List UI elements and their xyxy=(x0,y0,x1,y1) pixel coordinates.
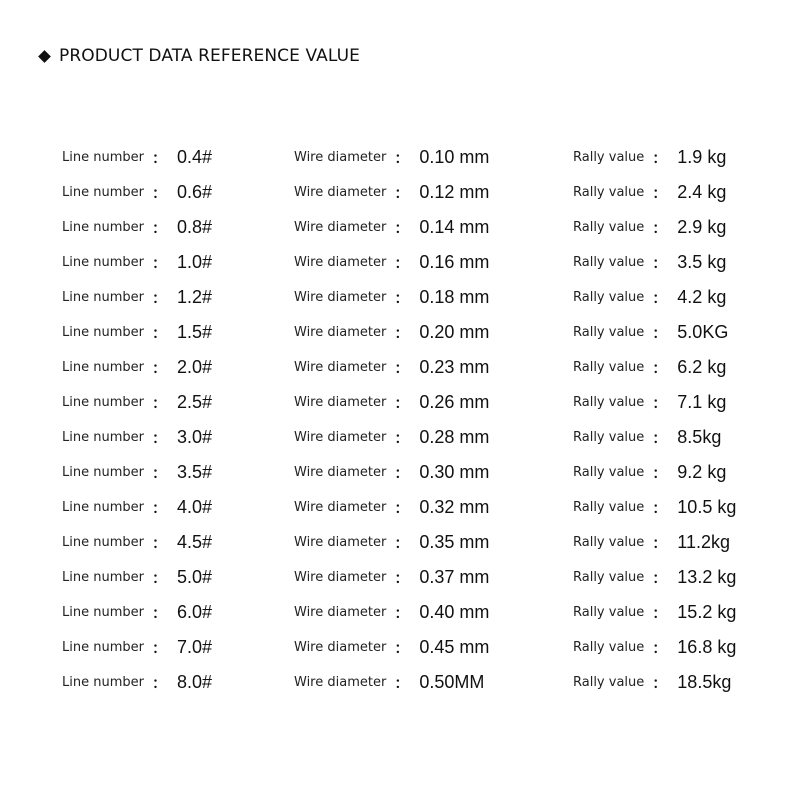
colon-separator: ： xyxy=(151,674,167,692)
line-number-cell xyxy=(62,490,212,525)
line-number-value: 2.5# xyxy=(176,392,213,412)
table-row xyxy=(0,245,800,280)
wire-diameter-label: Wire diameter xyxy=(294,465,387,480)
rally-value-cell xyxy=(573,175,726,210)
wire-diameter-label: Wire diameter xyxy=(294,150,387,165)
colon-separator: ： xyxy=(151,499,167,517)
rally-value-label: Rally value xyxy=(573,675,645,690)
wire-diameter-cell xyxy=(294,350,489,385)
wire-diameter-label: Wire diameter xyxy=(294,640,387,655)
wire-diameter-label: Wire diameter xyxy=(294,360,387,375)
rally-value-cell xyxy=(573,385,726,420)
wire-diameter-cell xyxy=(294,315,489,350)
wire-diameter-label: Wire diameter xyxy=(294,605,387,620)
rally-value-label: Rally value xyxy=(573,290,645,305)
colon-separator: ： xyxy=(394,429,410,447)
colon-separator: ： xyxy=(652,219,668,237)
line-number-label: Line number xyxy=(62,465,144,480)
colon-separator: ： xyxy=(652,254,668,272)
colon-separator: ： xyxy=(151,534,167,552)
rally-value-label: Rally value xyxy=(573,570,645,585)
reference-table xyxy=(0,140,800,700)
rally-value-cell xyxy=(573,210,726,245)
wire-diameter-value: 0.32 mm xyxy=(419,497,490,517)
wire-diameter-label: Wire diameter xyxy=(294,185,387,200)
rally-value-cell xyxy=(573,490,736,525)
colon-separator: ： xyxy=(394,464,410,482)
rally-value-value: 2.9 kg xyxy=(677,217,727,237)
line-number-label: Line number xyxy=(62,640,144,655)
wire-diameter-label: Wire diameter xyxy=(294,570,387,585)
rally-value-value: 2.4 kg xyxy=(677,182,727,202)
table-row xyxy=(0,525,800,560)
rally-value-cell xyxy=(573,350,726,385)
line-number-value: 8.0# xyxy=(176,672,213,692)
table-row xyxy=(0,490,800,525)
wire-diameter-value: 0.20 mm xyxy=(419,322,490,342)
colon-separator: ： xyxy=(151,254,167,272)
rally-value-label: Rally value xyxy=(573,255,645,270)
wire-diameter-value: 0.35 mm xyxy=(419,532,490,552)
wire-diameter-value: 0.40 mm xyxy=(419,602,490,622)
line-number-value: 3.0# xyxy=(176,427,213,447)
colon-separator: ： xyxy=(394,219,410,237)
wire-diameter-cell xyxy=(294,175,489,210)
rally-value-label: Rally value xyxy=(573,430,645,445)
line-number-label: Line number xyxy=(62,675,144,690)
wire-diameter-cell xyxy=(294,595,489,630)
line-number-cell xyxy=(62,140,212,175)
colon-separator: ： xyxy=(394,674,410,692)
rally-value-cell xyxy=(573,525,730,560)
line-number-label: Line number xyxy=(62,500,144,515)
wire-diameter-label: Wire diameter xyxy=(294,325,387,340)
wire-diameter-value: 0.16 mm xyxy=(419,252,490,272)
colon-separator: ： xyxy=(394,254,410,272)
colon-separator: ： xyxy=(151,429,167,447)
line-number-cell xyxy=(62,560,212,595)
colon-separator: ： xyxy=(151,324,167,342)
rally-value-label: Rally value xyxy=(573,605,645,620)
wire-diameter-label: Wire diameter xyxy=(294,430,387,445)
colon-separator: ： xyxy=(394,394,410,412)
rally-value-value: 5.0KG xyxy=(677,322,729,342)
wire-diameter-value: 0.26 mm xyxy=(419,392,490,412)
table-row xyxy=(0,315,800,350)
line-number-label: Line number xyxy=(62,535,144,550)
colon-separator: ： xyxy=(151,359,167,377)
line-number-label: Line number xyxy=(62,360,144,375)
wire-diameter-value: 0.12 mm xyxy=(419,182,490,202)
rally-value-label: Rally value xyxy=(573,360,645,375)
rally-value-cell xyxy=(573,455,726,490)
colon-separator: ： xyxy=(394,499,410,517)
line-number-value: 4.5# xyxy=(176,532,213,552)
colon-separator: ： xyxy=(652,604,668,622)
wire-diameter-cell xyxy=(294,490,489,525)
wire-diameter-label: Wire diameter xyxy=(294,395,387,410)
colon-separator: ： xyxy=(394,324,410,342)
colon-separator: ： xyxy=(652,324,668,342)
rally-value-value: 9.2 kg xyxy=(677,462,727,482)
wire-diameter-value: 0.14 mm xyxy=(419,217,490,237)
line-number-value: 0.8# xyxy=(176,217,213,237)
colon-separator: ： xyxy=(151,639,167,657)
table-row xyxy=(0,560,800,595)
table-row xyxy=(0,280,800,315)
table-row xyxy=(0,630,800,665)
line-number-label: Line number xyxy=(62,430,144,445)
line-number-label: Line number xyxy=(62,605,144,620)
line-number-value: 1.5# xyxy=(176,322,213,342)
rally-value-label: Rally value xyxy=(573,465,645,480)
line-number-cell xyxy=(62,245,212,280)
line-number-cell xyxy=(62,315,212,350)
colon-separator: ： xyxy=(151,289,167,307)
colon-separator: ： xyxy=(394,359,410,377)
page-title: PRODUCT DATA REFERENCE VALUE xyxy=(59,46,360,66)
line-number-cell xyxy=(62,630,212,665)
line-number-value: 3.5# xyxy=(176,462,213,482)
colon-separator: ： xyxy=(394,569,410,587)
wire-diameter-value: 0.18 mm xyxy=(419,287,490,307)
rally-value-value: 4.2 kg xyxy=(677,287,727,307)
wire-diameter-value: 0.50MM xyxy=(419,672,485,692)
rally-value-label: Rally value xyxy=(573,395,645,410)
wire-diameter-value: 0.23 mm xyxy=(419,357,490,377)
colon-separator: ： xyxy=(151,604,167,622)
line-number-label: Line number xyxy=(62,325,144,340)
rally-value-value: 16.8 kg xyxy=(677,637,737,657)
line-number-value: 6.0# xyxy=(176,602,213,622)
colon-separator: ： xyxy=(652,674,668,692)
line-number-label: Line number xyxy=(62,395,144,410)
colon-separator: ： xyxy=(394,184,410,202)
rally-value-cell xyxy=(573,420,721,455)
wire-diameter-cell xyxy=(294,245,489,280)
line-number-value: 5.0# xyxy=(176,567,213,587)
colon-separator: ： xyxy=(394,289,410,307)
rally-value-cell xyxy=(573,140,726,175)
colon-separator: ： xyxy=(652,534,668,552)
line-number-cell xyxy=(62,280,212,315)
rally-value-cell xyxy=(573,280,726,315)
wire-diameter-value: 0.10 mm xyxy=(419,147,490,167)
wire-diameter-label: Wire diameter xyxy=(294,675,387,690)
wire-diameter-label: Wire diameter xyxy=(294,535,387,550)
rally-value-cell xyxy=(573,630,736,665)
wire-diameter-cell xyxy=(294,560,489,595)
wire-diameter-value: 0.45 mm xyxy=(419,637,490,657)
rally-value-value: 11.2kg xyxy=(677,532,731,552)
line-number-label: Line number xyxy=(62,290,144,305)
colon-separator: ： xyxy=(652,394,668,412)
line-number-value: 0.4# xyxy=(176,147,213,167)
rally-value-value: 18.5kg xyxy=(677,672,732,692)
colon-separator: ： xyxy=(394,149,410,167)
table-row xyxy=(0,665,800,700)
colon-separator: ： xyxy=(652,289,668,307)
rally-value-label: Rally value xyxy=(573,220,645,235)
line-number-cell xyxy=(62,175,212,210)
colon-separator: ： xyxy=(652,359,668,377)
colon-separator: ： xyxy=(652,429,668,447)
colon-separator: ： xyxy=(394,639,410,657)
rally-value-label: Rally value xyxy=(573,185,645,200)
table-row xyxy=(0,595,800,630)
rally-value-label: Rally value xyxy=(573,150,645,165)
line-number-cell xyxy=(62,455,212,490)
wire-diameter-label: Wire diameter xyxy=(294,220,387,235)
colon-separator: ： xyxy=(652,569,668,587)
rally-value-value: 15.2 kg xyxy=(677,602,737,622)
wire-diameter-label: Wire diameter xyxy=(294,255,387,270)
wire-diameter-cell xyxy=(294,630,489,665)
wire-diameter-value: 0.30 mm xyxy=(419,462,490,482)
rally-value-label: Rally value xyxy=(573,535,645,550)
wire-diameter-value: 0.28 mm xyxy=(419,427,490,447)
rally-value-cell xyxy=(573,595,736,630)
line-number-value: 4.0# xyxy=(176,497,213,517)
line-number-cell xyxy=(62,665,212,700)
table-row xyxy=(0,140,800,175)
line-number-cell xyxy=(62,385,212,420)
line-number-label: Line number xyxy=(62,220,144,235)
colon-separator: ： xyxy=(652,639,668,657)
rally-value-cell xyxy=(573,560,736,595)
colon-separator: ： xyxy=(652,499,668,517)
rally-value-label: Rally value xyxy=(573,325,645,340)
colon-separator: ： xyxy=(394,604,410,622)
line-number-cell xyxy=(62,210,212,245)
colon-separator: ： xyxy=(151,219,167,237)
wire-diameter-cell xyxy=(294,280,489,315)
line-number-value: 2.0# xyxy=(176,357,213,377)
wire-diameter-cell xyxy=(294,455,489,490)
colon-separator: ： xyxy=(151,394,167,412)
rally-value-value: 3.5 kg xyxy=(677,252,727,272)
rally-value-cell xyxy=(573,245,726,280)
wire-diameter-cell xyxy=(294,140,489,175)
line-number-label: Line number xyxy=(62,255,144,270)
wire-diameter-cell xyxy=(294,665,484,700)
line-number-cell xyxy=(62,350,212,385)
table-row xyxy=(0,175,800,210)
rally-value-label: Rally value xyxy=(573,500,645,515)
line-number-label: Line number xyxy=(62,570,144,585)
colon-separator: ： xyxy=(151,184,167,202)
colon-separator: ： xyxy=(652,149,668,167)
colon-separator: ： xyxy=(652,184,668,202)
table-row xyxy=(0,210,800,245)
line-number-value: 1.2# xyxy=(176,287,213,307)
rally-value-cell xyxy=(573,315,728,350)
colon-separator: ： xyxy=(151,464,167,482)
table-row xyxy=(0,385,800,420)
rally-value-value: 13.2 kg xyxy=(677,567,737,587)
wire-diameter-cell xyxy=(294,210,489,245)
line-number-value: 7.0# xyxy=(176,637,213,657)
diamond-bullet-icon xyxy=(38,50,51,63)
rally-value-value: 10.5 kg xyxy=(677,497,737,517)
page-heading xyxy=(37,44,360,68)
line-number-label: Line number xyxy=(62,150,144,165)
wire-diameter-label: Wire diameter xyxy=(294,500,387,515)
table-row xyxy=(0,420,800,455)
rally-value-value: 1.9 kg xyxy=(677,147,727,167)
table-row xyxy=(0,455,800,490)
line-number-value: 0.6# xyxy=(176,182,213,202)
line-number-label: Line number xyxy=(62,185,144,200)
line-number-cell xyxy=(62,420,212,455)
rally-value-value: 6.2 kg xyxy=(677,357,727,377)
table-row xyxy=(0,350,800,385)
rally-value-cell xyxy=(573,665,731,700)
colon-separator: ： xyxy=(151,149,167,167)
line-number-cell xyxy=(62,525,212,560)
wire-diameter-cell xyxy=(294,525,489,560)
colon-separator: ： xyxy=(151,569,167,587)
colon-separator: ： xyxy=(652,464,668,482)
wire-diameter-label: Wire diameter xyxy=(294,290,387,305)
rally-value-value: 7.1 kg xyxy=(677,392,727,412)
wire-diameter-cell xyxy=(294,420,489,455)
rally-value-value: 8.5kg xyxy=(677,427,722,447)
rally-value-label: Rally value xyxy=(573,640,645,655)
wire-diameter-cell xyxy=(294,385,489,420)
line-number-value: 1.0# xyxy=(176,252,213,272)
wire-diameter-value: 0.37 mm xyxy=(419,567,490,587)
line-number-cell xyxy=(62,595,212,630)
colon-separator: ： xyxy=(394,534,410,552)
